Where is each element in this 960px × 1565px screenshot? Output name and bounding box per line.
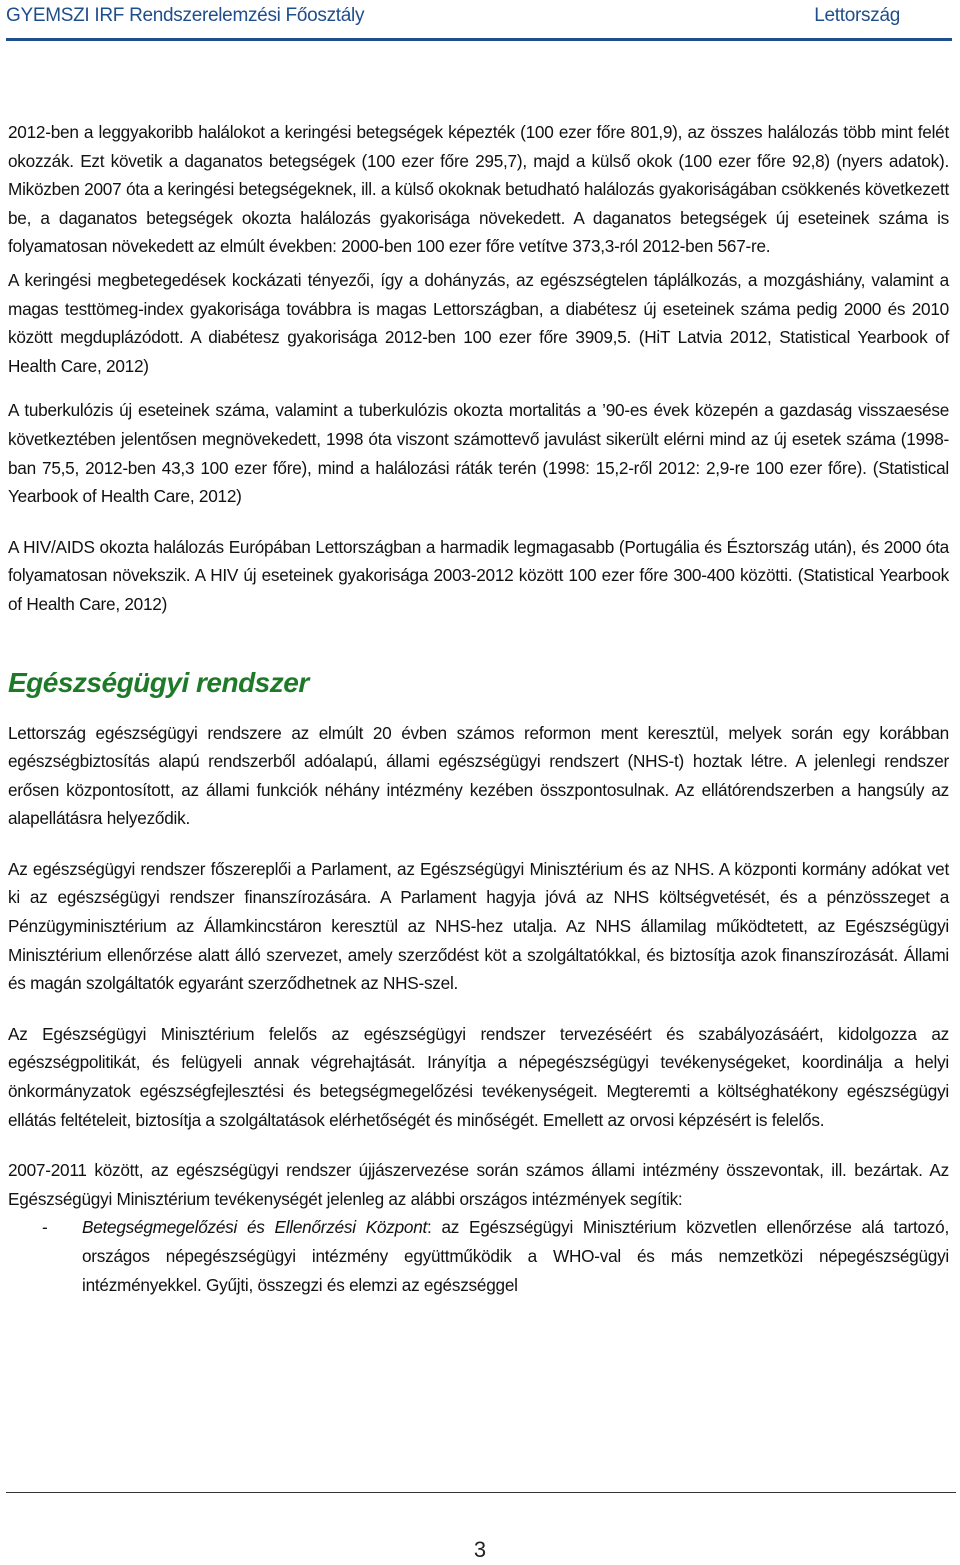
footer-divider [6,1492,956,1493]
section-heading-health-system: Egészségügyi rendszer [8,666,309,698]
paragraph-tuberculosis: A tuberkulózis új eseteinek száma, valamint a tuberkulózis okozta mortalitás a ’90-es évek közepén a gazdaság visszaesése következtében jelentősen megnövekedett, 1998 óta viszont számottevő javulást sikerült elérni mind az új esetek száma (1998-ban 75,5, 2012-ben 43,3 100 ezer főre), mind a halálozási ráták terén (1998: 15,2-ről 2012: 2,9-re 100 ezer főre). (Statistical Yearbook of Health Care, 2012) [8,400,949,507]
header-divider [6,38,952,41]
list-item-text: : az Egészségügyi Minisztérium közvetlen ellenőrzése alá tartozó, országos népegészségügyi intézmény együttműködik a WHO-val és más nemzetközi népegészségügyi intézményekkel. Gyűjti, összegzi és elemzi az egészséggel [82,1217,949,1295]
list-item-title: Betegségmegelőzési és Ellenőrzési Központ [82,1217,428,1238]
header-country: Lettország [814,5,900,26]
paragraph-mortality: 2012-ben a leggyakoribb halálokot a keringési betegségek képezték (100 ezer főre 801,9), az összes halálozás több mint felét okozzák. Ezt követik a daganatos betegségek (100 ezer főre 295,7), majd a külső okok (100 ezer főre 92,8) (nyers adatok). Miközben 2007 óta a keringési betegségeknek, ill. a külső okoknak betudható halálozás gyakoriságában csökkenés következett be, a daganatos betegségek okozta halálozás gyakorisága növekedett. A daganatos betegségek új eseteinek száma is folyamatosan növekedett az elmúlt években: 2000-ben 100 ezer főre vetítve 373,3-ról 2012-ben 567-re. [8,122,949,257]
institution-list [8,1213,949,1299]
paragraph-health-system-reform: Lettország egészségügyi rendszere az elmúlt 20 évben számos reformon ment keresztül, melyek során egy korábban egészségbiztosítás alapú rendszerből adóalapú, állami egészségügyi rendszert (NHS-t) hoztak létre. A jelenlegi rendszer erősen központosított, az állami funkciók néhány intézmény kezében összpontosulnak. Az ellátórendszerben a hangsúly az alapellátásra helyeződik. [8,722,949,829]
list-item [8,1213,949,1299]
paragraph-hiv-aids: A HIV/AIDS okozta halálozás Európában Lettországban a harmadik legmagasabb (Portugália és Észtország után), és 2000 óta folyamatosan növekszik. A HIV új eseteinek gyakorisága 2003-2012 között 100 ezer főre 300-400 közötti. (Statistical Yearbook of Health Care, 2012) [8,536,949,614]
list-bullet: - [42,1217,48,1238]
page-number: 3 [473,1537,487,1562]
paragraph-reorganization: 2007-2011 között, az egészségügyi rendszer újjászervezése során számos állami intézmény összevontak, ill. bezártak. Az Egészségügyi Minisztérium tevékenységét jelenleg az alábbi országos intézmények segítik: [8,1160,949,1209]
document-body [8,118,949,1299]
paragraph-main-actors: Az egészségügyi rendszer főszereplői a Parlament, az Egészségügyi Minisztérium és az NHS. A központi kormány adókat vet ki az egészségügyi rendszer finanszírozására. A Parlament hagyja jóvá az NHS költségvetését, és a pénzösszeget a Pénzügyminisztérium az Államkincstáron keresztül az NHS-hez utalja. Az NHS államilag működtetett, az Egészségügyi Minisztérium ellenőrzése alatt álló szervezet, amely szerződést köt a szolgáltatókkal, és biztosítja azok finanszírozását. Állami és magán szolgáltatók egyaránt szerződhetnek az NHS-szel. [8,858,949,994]
paragraph-ministry-role: Az Egészségügyi Minisztérium felelős az egészségügyi rendszer tervezéséért és szabályozásáért, kidolgozza az egészségpolitikát, és felügyeli annak végrehajtását. Irányítja a népegészségügyi tevékenységeket, koordinálja a helyi önkormányzatok egészségfejlesztési és betegségmegelőzési tevékenységeit. Megteremti a költséghatékony egészségügyi ellátás feltételeit, biztosítja a szolgáltatások elérhetőségét és minőségét. Emellett az orvosi képzésért is felelős. [8,1023,949,1130]
header-department: GYEMSZI IRF Rendszerelemzési Főosztály [6,5,365,26]
paragraph-risk-factors: A keringési megbetegedések kockázati tényezői, így a dohányzás, az egészségtelen táplálkozás, a mozgáshiány, valamint a magas testtömeg-index gyakorisága továbbra is magas Lettországban, a diabétesz új eseteinek száma pedig 2000 és 2010 között megduplázódott. A diabétesz gyakorisága 2012-ben 100 ezer főre 3909,5. (HiT Latvia 2012, Statistical Yearbook of Health Care, 2012) [8,269,949,376]
page-header [0,0,960,36]
